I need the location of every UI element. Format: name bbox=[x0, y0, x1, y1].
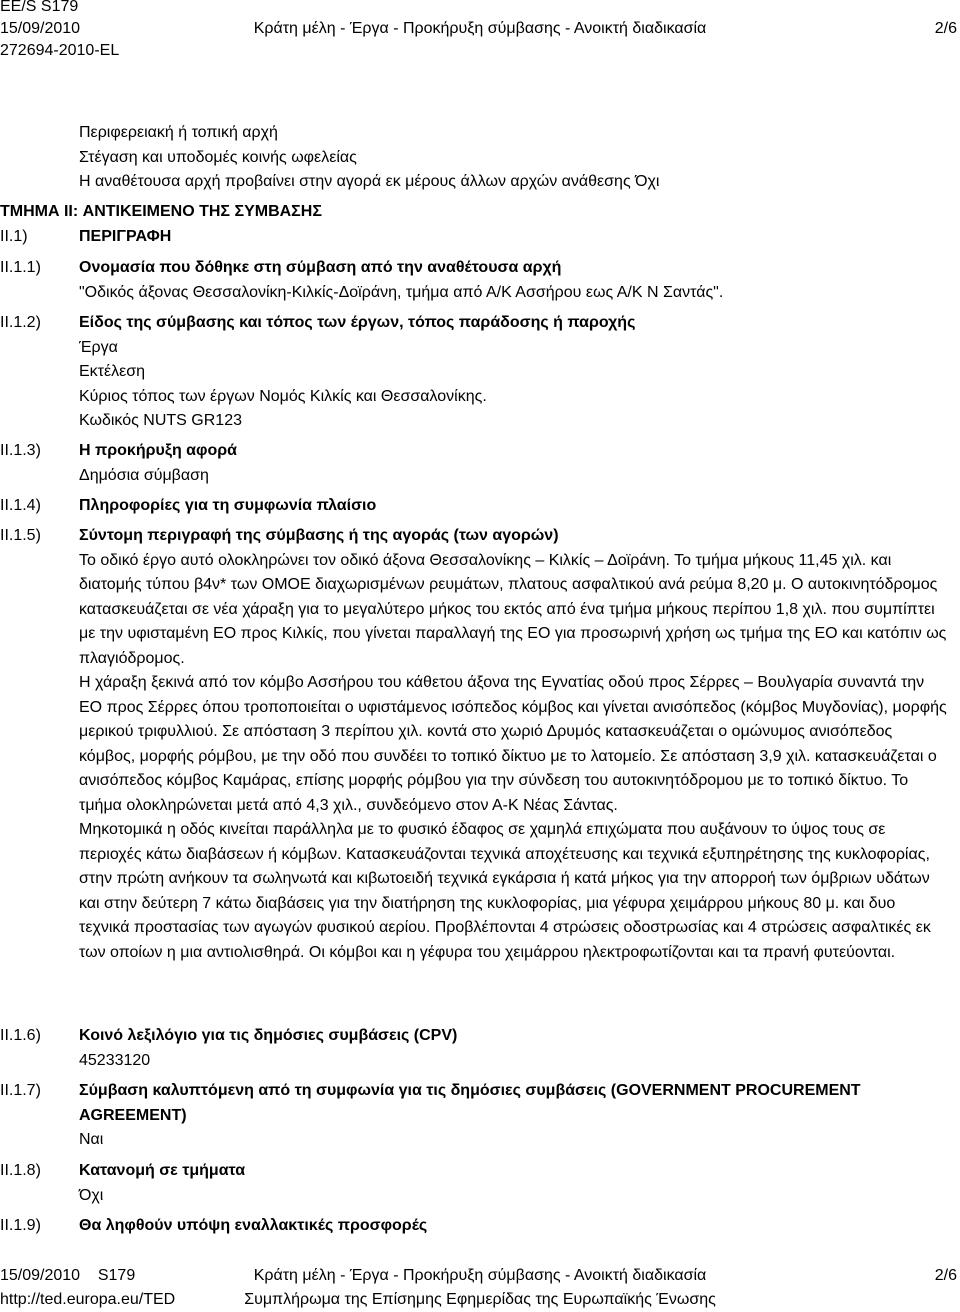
section-number: II.1.7) bbox=[0, 1082, 41, 1099]
section-heading: Σύμβαση καλυπτόμενη από τη συμφωνία για τις δημόσιες συμβάσεις (GOVERNMENT PROCUREMENT AGREEMENT) bbox=[79, 1082, 861, 1124]
cpv-code: 45233120 bbox=[79, 1051, 151, 1069]
description-paragraph: Η χάραξη ξεκινά από τον κόμβο Ασσήρου του κάθετου άξονα της Εγνατίας οδού προς Σέρρες – Βουλγαρία συναντά την ΕΟ προς Σέρρες όπου τροποποιείται ο υφιστάμενος ισόπεδος κόμβος και γίνεται ανισόπεδος (κόμβος Μυγδονίας), μορφής μερικού τριφυλλιού. Σε απόσταση 3 περίπου χιλ. κοντά στο χωριό Δρυμός κατασκευάζεται ο ομώνυμος ανισόπεδος κόμβος, μορφής ρόμβου, με την οδό που συνδέει το τοπικό δίκτυο με το λατομείο. Σε απόσταση 3,9 χιλ. κατασκευάζεται ο ανισόπεδος κόμβος Καμάρας, επίσης μορφής ρόμβου για την σύνδεση του αυτοκινητόδρομου με το τοπικό δίκτυο. Το τμήμα ολοκληρώνεται μετά από 4,3 χιλ., συνδεόμενο στον Α-Κ Νέας Σάντας. bbox=[79, 674, 947, 814]
header-date: 15/09/2010 bbox=[0, 20, 81, 37]
nuts-code: Κωδικός NUTS GR123 bbox=[79, 412, 242, 429]
page-header bbox=[0, 0, 960, 70]
footer-page-number: 2/6 bbox=[934, 1267, 957, 1284]
section-number: II.1.6) bbox=[0, 1027, 41, 1044]
section-number: II.1.9) bbox=[0, 1217, 41, 1234]
section-heading: Σύντομη περιγραφή της σύμβασης ή της αγοράς (των αγορών) bbox=[79, 527, 559, 544]
section-heading: Κατανομή σε τμήματα bbox=[79, 1162, 246, 1179]
contract-type: Έργα bbox=[79, 338, 118, 356]
section-number: II.1.8) bbox=[0, 1162, 41, 1179]
section-heading: Πληροφορίες για τη συμφωνία πλαίσιο bbox=[79, 497, 377, 514]
section-title: ΤΜΗΜΑ II: ΑΝΤΙΚΕΙΜΕΝΟ ΤΗΣ ΣΥΜΒΑΣΗΣ bbox=[0, 203, 322, 220]
footer-series: S179 bbox=[97, 1267, 136, 1284]
header-title: Κράτη μέλη - Έργα - Προκήρυξη σύμβασης - Ανοικτή διαδικασία bbox=[253, 20, 707, 37]
description-paragraph: Μηκοτομικά η οδός κινείται παράλληλα με το φυσικό έδαφος σε χαμηλά επιχώματα που αυξάνουν το ύψος τους σε περιοχές κάτω διαβάσεων ή κόμβων. Κατασκευάζονται τεχνικά αποχέτευσης και τεχνικά εξυπηρέτησης της κυκλοφορίας, στην πρώτη ανήκουν τα σωληνωτά και κιβωτοειδή τεχνικά εγκάρσια ή κατά μήκος για την απορροή των όμβριων υδάτων και στην δεύτερη 7 κάτω διαβάσεις για την διατήρηση της κυκλοφορίας, μια γέφυρα χειμάρρου μήκους 80 μ. και δυο τεχνικά προστασίας των αγωγών φυσικού αερίου. Προβλέπονται 4 στρώσεις οδοστρωσίας και 4 στρώσεις ασφαλτικές εκ των οποίων η μια αντιολισθηρά. Οι κόμβοι και η γέφυρα του χειμάρρου ηλεκτροφωτίζονται και τα πρανή φυτεύονται. bbox=[79, 821, 931, 961]
section-number: II.1.3) bbox=[0, 442, 41, 459]
section-heading: Κοινό λεξιλόγιο για τις δημόσιες συμβάσεις (CPV) bbox=[79, 1027, 458, 1044]
footer-date: 15/09/2010 bbox=[0, 1267, 81, 1284]
contract-work-type: Εκτέλεση bbox=[79, 363, 146, 380]
intro-line: Περιφερειακή ή τοπική αρχή bbox=[79, 124, 278, 141]
section-number: II.1.5) bbox=[0, 527, 41, 544]
intro-line: Η αναθέτουσα αρχή προβαίνει στην αγορά εκ μέρους άλλων αρχών ανάθεσης Όχι bbox=[79, 173, 660, 190]
header-page-number: 2/6 bbox=[934, 20, 957, 37]
description-paragraph: Το οδικό έργο αυτό ολοκληρώνει τον οδικό άξονα Θεσσαλονίκης – Κιλκίς – Δοϊράνη. Το τμήμα μήκους 11,45 χιλ. και διατομής τύπου β4ν* των ΟΜΟΕ διαχωρισμένων ρευμάτων, πλατους ασφαλτικού ανά ρεύμα 8,20 μ. Ο αυτοκινητόδρομος κατασκευάζεται σε νέα χάραξη για το μεγαλύτερο μήκος του εκτός από ένα τμήμα μήκους περίπου 1,8 χιλ. που συμπίπτει με την υφισταμένη ΕΟ προς Κιλκίς, που γίνεται παραλλαγή της ΕΟ για προσωρινή χρήση ως τμήμα της ΕΟ και κατόπιν ως πλαγιόδρομος. bbox=[79, 551, 947, 667]
header-notice-number: 272694-2010-EL bbox=[0, 42, 120, 59]
footer-url[interactable]: http://ted.europa.eu/TED bbox=[0, 1291, 176, 1308]
notice-involves: Δημόσια σύμβαση bbox=[79, 466, 209, 484]
section-heading: Θα ληφθούν υπόψη εναλλακτικές προσφορές bbox=[79, 1217, 428, 1234]
section-heading: Ονομασία που δόθηκε στη σύμβαση από την αναθέτουσα αρχή bbox=[79, 259, 562, 276]
footer-journal: Συμπλήρωμα της Επίσημης Εφημερίδας της Ευρωπαϊκής Ένωσης bbox=[244, 1291, 716, 1308]
section-heading: Είδος της σύμβασης και τόπος των έργων, τόπος παράδοσης ή παροχής bbox=[79, 314, 636, 331]
works-location: Κύριος τόπος των έργων Νομός Κιλκίς και Θεσσαλονίκης. bbox=[79, 387, 487, 405]
lots-answer: Όχι bbox=[79, 1186, 104, 1204]
contract-name: "Οδικός άξονας Θεσσαλονίκη-Κιλκίς-Δοϊράνη, τμήμα από Α/Κ Ασσήρου εως Α/Κ Ν Σαντάς". bbox=[79, 283, 724, 301]
intro-line: Στέγαση και υποδομές κοινής ωφελείας bbox=[79, 148, 357, 166]
footer-title: Κράτη μέλη - Έργα - Προκήρυξη σύμβασης - Ανοικτή διαδικασία bbox=[253, 1267, 707, 1284]
section-heading: Η προκήρυξη αφορά bbox=[79, 442, 237, 459]
section-number: II.1) bbox=[0, 228, 28, 245]
section-heading: ΠΕΡΙΓΡΑΦΗ bbox=[79, 228, 172, 245]
section-number: II.1.1) bbox=[0, 259, 41, 276]
gpa-answer: Ναι bbox=[79, 1131, 104, 1148]
section-number: II.1.4) bbox=[0, 497, 41, 514]
header-doc-id: EE/S S179 bbox=[0, 0, 79, 15]
section-number: II.1.2) bbox=[0, 314, 41, 331]
